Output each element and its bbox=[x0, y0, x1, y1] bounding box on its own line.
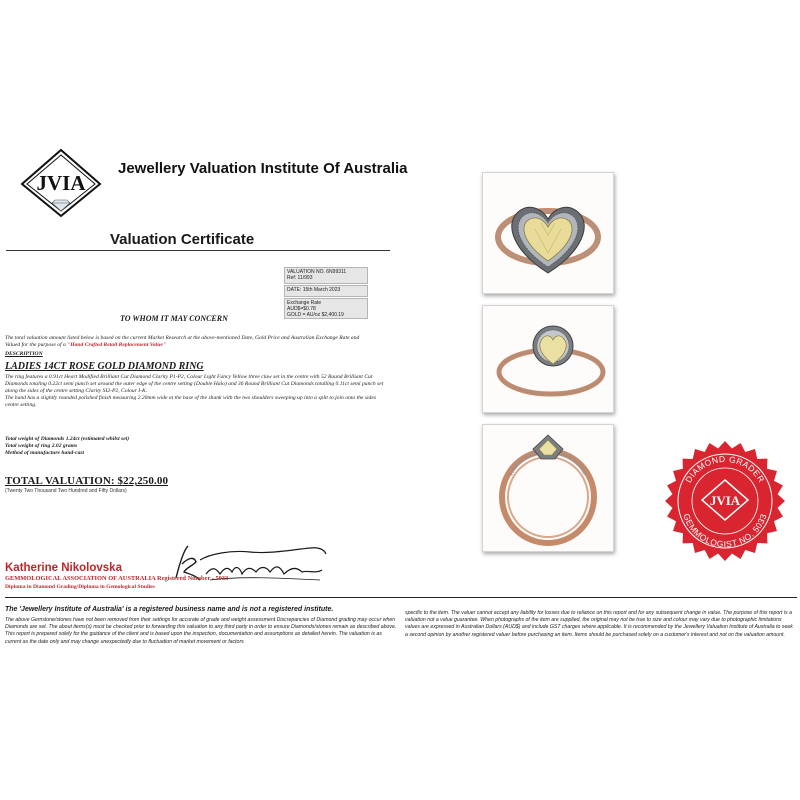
total-diamond-weight: Total weight of Diamonds 1.24ct (estimated whilst set) bbox=[5, 436, 130, 442]
description-heading: DESCRIPTION bbox=[5, 351, 43, 357]
ring-photo-side bbox=[482, 305, 614, 413]
disclaimer-left-column: The above Gemstone/stones have not been removed from their settings for accurate of grade and weight assessment Discrepancies of Diamond grading may occur when Diamonds are set. The about items(s) must be checked prior to forwarding this valuation to any third party in order to ensure Diamonds/stones remain as described above. This report is prepared solely for the guidance of the client and is based upon the inspection, documentation and assumptions as detailed herein. The valuation is as current as the date only and may change unexpectedly due to fluctuation of market movement or factors bbox=[5, 617, 397, 645]
exchange-rate-value: AUD$=$0.78 bbox=[287, 306, 316, 313]
ring-photo-front bbox=[482, 424, 614, 552]
totals-list bbox=[5, 436, 305, 457]
institute-name: Jewellery Valuation Institute Of Australia bbox=[118, 160, 408, 177]
total-valuation-words: (Twenty Two Thousand Two Hundred and Fifty Dollars) bbox=[5, 488, 127, 494]
ring-photo-top bbox=[482, 172, 614, 294]
valuation-number-box bbox=[284, 267, 368, 284]
certificate-title: Valuation Certificate bbox=[110, 231, 255, 248]
jvia-logo bbox=[20, 148, 102, 218]
disclaimer-heading: The 'Jewellery Institute of Australia' is a registered business name and is not a registered institute. bbox=[5, 606, 334, 613]
footer-divider bbox=[5, 597, 797, 598]
to-whom-heading: TO WHOM IT MAY CONCERN bbox=[120, 314, 228, 323]
ring-top-view-image bbox=[483, 173, 613, 293]
association-registration: GEMMOLOGICAL ASSOCIATION OF AUSTRALIA Registered Number - 5033 bbox=[5, 575, 229, 582]
title-divider bbox=[6, 250, 390, 251]
seal-top-text: DIAMOND GRADER bbox=[683, 453, 767, 485]
date-box bbox=[284, 285, 368, 297]
description-paragraph: The band has a slightly rounded polished finish measuring 2.20mm wide at the base of the shank with the two shoulders sweeping up into a split to join onto the sides centre setting. bbox=[5, 395, 376, 408]
valuer-name: Katherine Nikolovska bbox=[5, 562, 122, 574]
gold-price: GOLD = AU/oz $2,400.19 bbox=[287, 312, 344, 319]
ring-front-view-image bbox=[483, 425, 613, 551]
logo-text: JVIA bbox=[36, 171, 86, 195]
diamond-grader-seal bbox=[664, 440, 786, 562]
exchange-rate-label: Exchange Rate bbox=[287, 300, 322, 306]
seal-center-text: JVIA bbox=[709, 493, 741, 508]
reference-number: Ref: 11/993 bbox=[287, 275, 313, 282]
total-valuation: TOTAL VALUATION: $22,250.00 bbox=[5, 475, 169, 487]
description-paragraph: The ring features a 0.91ct Heart Modified Brilliant Cut Diamond Clarity P1-P2, Colour Light Fancy Yellow three claw set in the centre with 52 Round Brilliant Cut Diamonds totaling 0.22ct semi punch set around the outer edge of the centre setting (Double Halo) and 36 Round Brilliant Cut Diamonds totalling 0.11ct semi punch set along the sides of the centre setting Clarity SI2-P2, Colour I-K. bbox=[5, 374, 384, 394]
item-title: LADIES 14CT ROSE GOLD DIAMOND RING bbox=[5, 361, 204, 372]
seal-bottom-text: GEMMOLOGIST NO. 5033 bbox=[681, 512, 769, 550]
valuation-number: VALUATION NO. 6N99311 bbox=[287, 269, 347, 275]
exchange-rate-box bbox=[284, 298, 368, 319]
manufacture-method: Method of manufacture hand-cast bbox=[5, 450, 85, 456]
intro-text: The total valuation amount listed below is based on the current Market Research at the above-mentioned Date, Gold Price and Australian Exchange Rate and Valued for the purpose of a bbox=[5, 335, 360, 348]
disclaimer-right-column: specific to the item. The valuer cannot accept any liability for losses due to reliance on this report and for any subsequent change in value. The purpose of this report is a valuation not a value guarantee. When photographs of the item are supplied, the original may not be true to size and colour may vary due to photographic limitations values are expressed in Australian Dollars (AUD$) and include GST charges where applicable. It is recommended by the Jewellery Valuation Institute of Australia to seek a second opinion by another registered valuer before purchasing an item. Items should be purchased solely on a customer's interest and not on the valuation amount. bbox=[405, 610, 793, 638]
item-description bbox=[5, 374, 385, 409]
diploma-line: Diploma in Diamond Grading/Diploma in Gemological Studies bbox=[5, 584, 155, 590]
valuation-date: DATE: 15th March 2023 bbox=[287, 287, 341, 293]
total-ring-weight: Total weight of ring 2.02 grams bbox=[5, 443, 78, 449]
valuation-purpose: "Hand Crafted Retail Replacement Value" bbox=[67, 342, 166, 348]
intro-paragraph bbox=[5, 335, 371, 349]
ring-side-view-image bbox=[483, 306, 613, 412]
